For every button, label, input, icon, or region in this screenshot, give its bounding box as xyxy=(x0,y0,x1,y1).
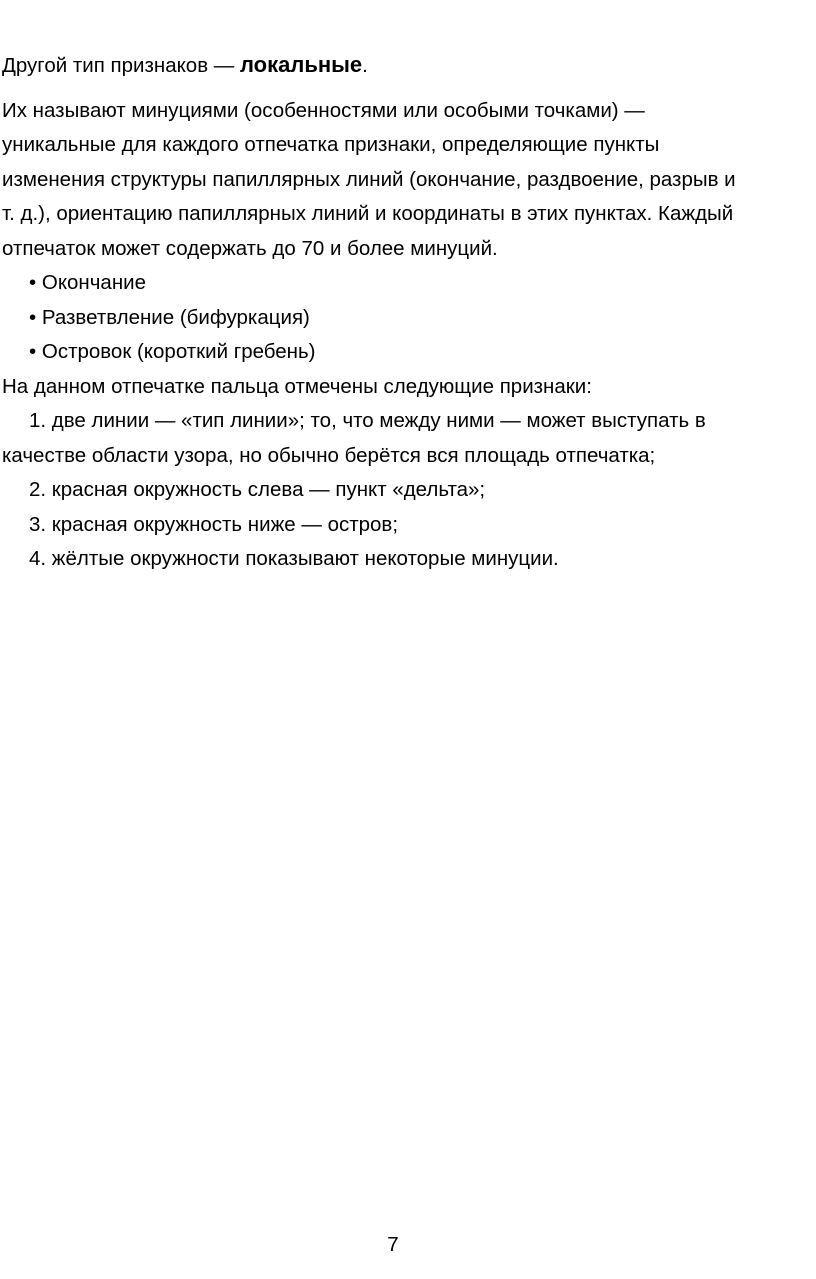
paragraph-line: Их называют минуциями (особенностями или особыми точками) — xyxy=(2,98,645,122)
paragraph-line: уникальные для каждого отпечатка признаки, определяющие пункты xyxy=(2,133,660,156)
page-body xyxy=(2,48,812,577)
numbered-item-4: 4. жёлтые окружности показывают некоторые минуции. xyxy=(29,547,559,570)
heading-line xyxy=(2,48,812,84)
heading-suffix: . xyxy=(362,54,368,77)
paragraph-line: изменения структуры папиллярных линий (окончание, раздвоение, разрыв и xyxy=(2,167,736,191)
numbered-item-1-continuation: качестве области узора, но обычно берётся вся площадь отпечатка; xyxy=(2,443,656,467)
heading-term: локальные xyxy=(239,52,363,77)
numbered-item-1: 1. две линии — «тип линии»; то, что между ними — может выступать в xyxy=(29,409,706,432)
intro-line: На данном отпечатке пальца отмечены следующие признаки: xyxy=(2,374,592,398)
numbered-item-2: 2. красная окружность слева — пункт «дельта»; xyxy=(29,478,486,501)
paragraph-line: отпечаток может содержать до 70 и более минуций. xyxy=(2,236,498,260)
bullet-item: • Окончание xyxy=(29,271,146,294)
page-number: 7 xyxy=(387,1233,399,1256)
numbered-item-3: 3. красная окружность ниже — остров; xyxy=(29,512,399,536)
paragraph-line: т. д.), ориентацию папиллярных линий и координаты в этих пунктах. Каждый xyxy=(2,202,734,225)
bullet-item: • Разветвление (бифуркация) xyxy=(29,305,310,329)
bullet-item: • Островок (короткий гребень) xyxy=(29,340,316,363)
heading-prefix: Другой тип признаков — xyxy=(2,54,240,77)
